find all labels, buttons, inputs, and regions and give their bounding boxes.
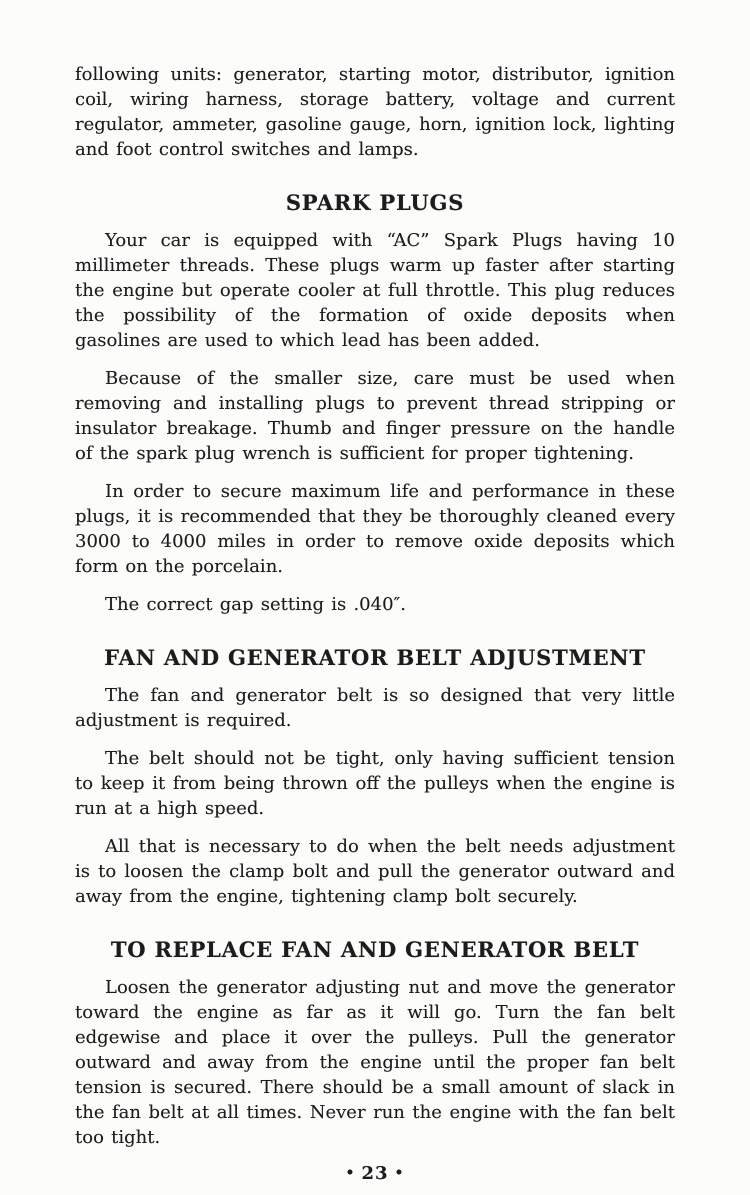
- section-spark-plugs: [75, 175, 675, 630]
- paragraph: Because of the smaller size, care must be used when removing and installing plugs to prevent thread stripping or insulator breakage. Thumb and finger pressure on the handle of the spark plug wrench is sufficient for proper tightening.: [75, 368, 675, 464]
- section-heading-replace-fan-generator-belt: TO REPLACE FAN AND GENERATOR BELT: [110, 937, 640, 962]
- page-number: [75, 1163, 675, 1184]
- section-replace-fan-generator-belt: [75, 922, 675, 1163]
- paragraph: The fan and generator belt is so designed that very little adjustment is required.: [75, 685, 675, 731]
- continued-paragraph: following units: generator, starting motor, distributor, ignition coil, wiring harness, storage battery, voltage and current regulator, ammeter, gasoline gauge, horn, ignition lock, lighting and foot control switches and lamps.: [75, 64, 675, 160]
- section-fan-generator-belt-adjustment: [75, 630, 675, 922]
- paragraph: Loosen the generator adjusting nut and move the generator toward the engine as far as it will go. Turn the fan belt edgewise and place it over the pulleys. Pull the generator outward and away from the engine until the proper fan belt tension is secured. There should be a small amount of slack in the fan belt at all times. Never run the engine with the fan belt too tight.: [75, 977, 675, 1148]
- footer-left-bullet: •: [345, 1165, 356, 1181]
- section-heading-spark-plugs: SPARK PLUGS: [285, 190, 465, 215]
- paragraph: All that is necessary to do when the belt needs adjustment is to loosen the clamp bolt and pull the generator outward and away from the engine, tightening clamp bolt securely.: [75, 836, 675, 907]
- section-heading-fan-generator-belt-adjustment: FAN AND GENERATOR BELT ADJUSTMENT: [104, 645, 646, 670]
- paragraph: The correct gap setting is .040″.: [105, 594, 406, 615]
- paragraph: Your car is equipped with “AC” Spark Plugs having 10 millimeter threads. These plugs warm up faster after starting the engine but operate cooler at full throttle. This plug reduces the possibility of the formation of oxide deposits when gasolines are used to which lead has been added.: [75, 230, 675, 351]
- paragraph: The belt should not be tight, only having sufficient tension to keep it from being thrown off the pulleys when the engine is run at a high speed.: [75, 748, 675, 819]
- page-number-value: 23: [361, 1163, 389, 1184]
- footer-right-bullet: •: [394, 1165, 405, 1181]
- paragraph: In order to secure maximum life and performance in these plugs, it is recommended that they be thoroughly cleaned every 3000 to 4000 miles in order to remove oxide deposits which form on the porcelain.: [75, 481, 675, 577]
